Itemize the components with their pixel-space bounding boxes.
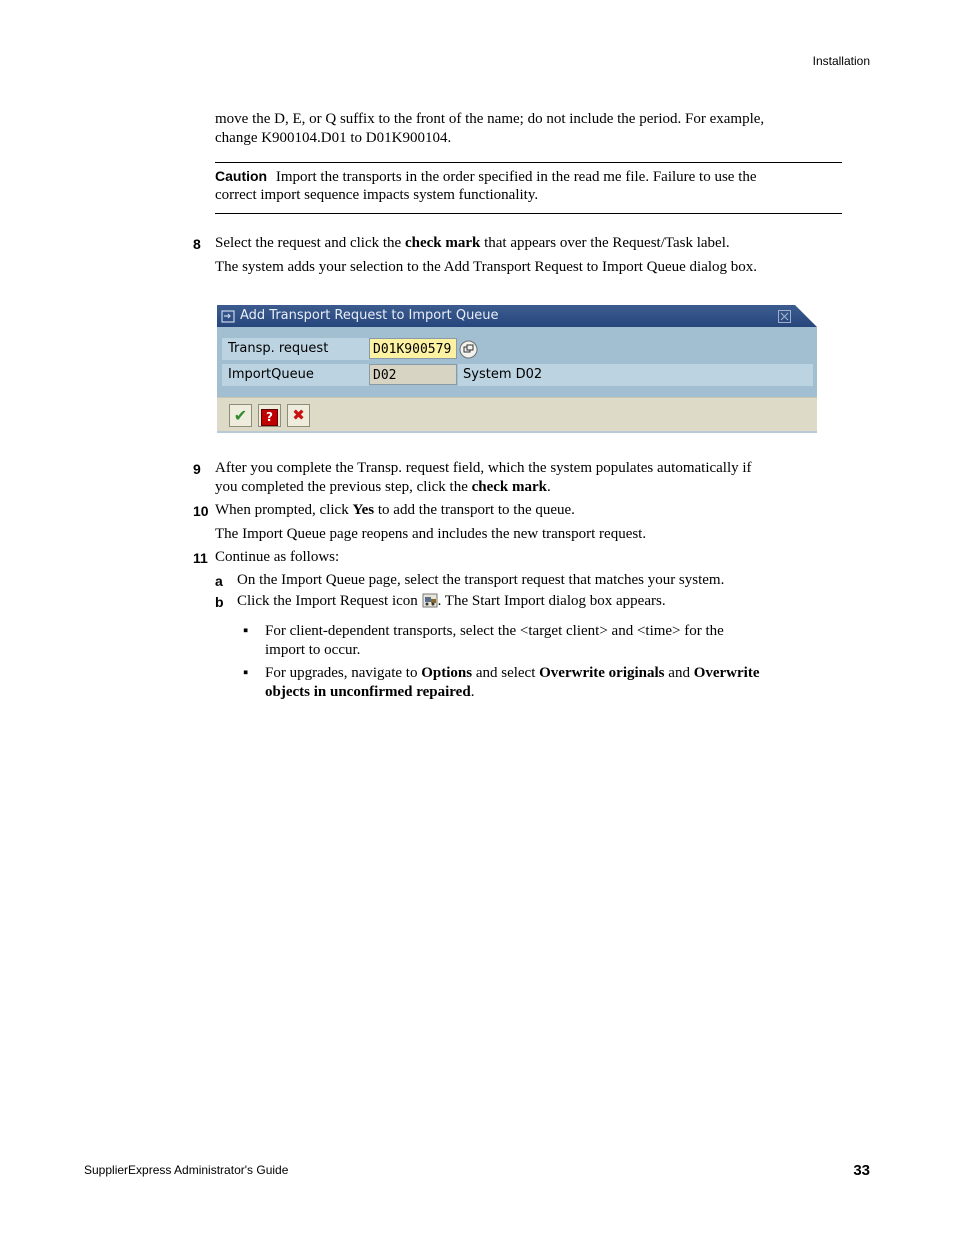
intro-line-2: change K900104.D01 to D01K900104. <box>215 130 452 146</box>
step-8-bold: check mark <box>404 235 481 251</box>
caution-text-1: Import the transports in the order specified in the read me file. Failure to use the <box>275 169 757 185</box>
running-header: Installation <box>812 54 870 68</box>
intro-line-1: move the D, E, or Q suffix to the front of the name; do not include the period. For example, <box>215 111 765 127</box>
caution-label: Caution <box>215 168 268 184</box>
dialog-title-corner <box>795 305 817 327</box>
step-10-text <box>215 501 575 520</box>
step-9-post: . <box>547 479 551 495</box>
step-number: 9 <box>193 461 201 477</box>
bullet-2-overwrite-originals: Overwrite originals <box>539 665 665 681</box>
bullet-2-line-1 <box>265 664 760 683</box>
caution-top-rule <box>215 162 842 163</box>
step-number: 11 <box>193 550 208 566</box>
bullet-2-and: and <box>664 665 694 681</box>
page-number: 33 <box>853 1162 870 1179</box>
bullet-2-objects: objects in unconfirmed repaired <box>265 684 471 700</box>
caution-line-1 <box>215 167 757 187</box>
footer-title: SupplierExpress Administrator's Guide <box>84 1163 289 1177</box>
substep-b-post: . The Start Import dialog box appears. <box>437 593 666 609</box>
dialog-title: Add Transport Request to Import Queue <box>240 308 499 323</box>
help-button[interactable] <box>258 404 281 427</box>
step-9-pre: you completed the previous step, click the <box>215 479 472 495</box>
dialog-body <box>217 327 817 397</box>
bullet-2-end: . <box>470 684 475 700</box>
help-icon: ? <box>261 409 278 426</box>
step-8-result: The system adds your selection to the Add Transport Request to Import Queue dialog box. <box>215 259 758 275</box>
step-9-line-2 <box>215 478 551 497</box>
import-queue-description: System D02 <box>458 364 813 386</box>
step-number: 8 <box>193 236 201 252</box>
import-queue-field: D02 <box>369 364 457 385</box>
step-number: 10 <box>193 503 209 519</box>
step-10-post: to add the transport to the queue. <box>374 502 575 518</box>
continue-button[interactable] <box>229 404 252 427</box>
substep-a-text: On the Import Queue page, select the transport request that matches your system. <box>237 572 725 588</box>
step-11-text: Continue as follows: <box>215 549 340 565</box>
substep-a-label: a <box>215 573 223 589</box>
bullet-icon: ▪ <box>243 665 249 681</box>
dialog-title-bar <box>217 305 817 327</box>
caution-line-2: correct import sequence impacts system functionality. <box>215 187 539 203</box>
bullet-1-line-1: For client-dependent transports, select the <target client> and <time> for the <box>265 623 724 639</box>
bullet-1-line-2: import to occur. <box>265 642 361 658</box>
bullet-icon: ▪ <box>243 623 249 639</box>
possible-entries-icon[interactable] <box>459 340 478 359</box>
substep-b-text <box>237 592 666 611</box>
dialog-toolbar <box>217 397 817 433</box>
cancel-button[interactable] <box>287 404 310 427</box>
substep-b-pre: Click the Import Request icon <box>237 593 422 609</box>
step-9-bold: check mark <box>471 479 548 495</box>
step-9-line-1: After you complete the Transp. request field, which the system populates automatically if <box>215 460 752 476</box>
import-queue-label: ImportQueue <box>222 364 369 386</box>
cancel-icon: ✖ <box>292 406 305 424</box>
step-10-result: The Import Queue page reopens and includes the new transport request. <box>215 526 647 542</box>
bullet-2-mid: and select <box>472 665 540 681</box>
caution-bottom-rule <box>215 213 842 214</box>
dialog-window-icon <box>221 309 235 322</box>
step-10-bold: Yes <box>352 502 375 518</box>
step-10-pre: When prompted, click <box>215 502 353 518</box>
transp-request-field[interactable]: D01K900579 <box>369 338 457 359</box>
transp-request-label: Transp. request <box>222 338 369 360</box>
substep-b-label: b <box>215 594 224 610</box>
bullet-2-overwrite: Overwrite <box>693 665 760 681</box>
close-icon[interactable] <box>778 309 791 322</box>
step-8-post: that appears over the Request/Task label. <box>480 235 730 251</box>
bullet-2-pre: For upgrades, navigate to <box>265 665 422 681</box>
add-transport-dialog <box>217 305 817 433</box>
import-request-icon <box>422 593 438 608</box>
step-8-text <box>215 234 730 253</box>
bullet-2-line-2 <box>265 683 474 702</box>
bullet-2-options: Options <box>421 665 473 681</box>
step-8-pre: Select the request and click the <box>215 235 405 251</box>
check-icon: ✔ <box>233 406 248 425</box>
